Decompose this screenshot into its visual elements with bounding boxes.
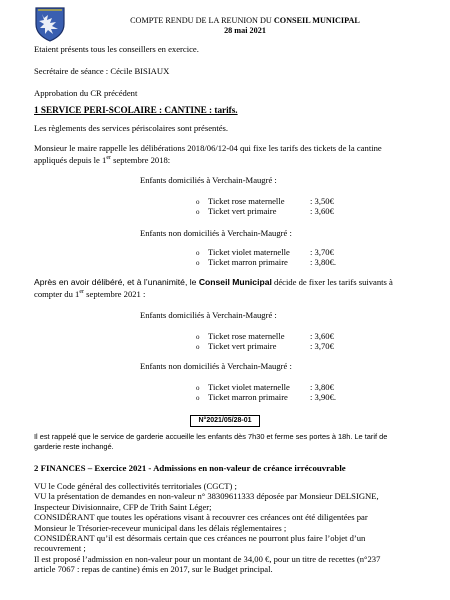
- bullet-icon: o: [196, 343, 200, 352]
- list-item: o Ticket rose maternelle : 3,60€: [196, 331, 334, 341]
- list-item: o Ticket rose maternelle : 3,50€: [196, 196, 334, 206]
- bullet-icon: o: [196, 259, 200, 268]
- section2-heading: 2 FINANCES – Exercice 2021 - Admissions en non-valeur de créance irrécouvrable: [34, 463, 346, 473]
- section2-line: CONSIDÉRANT qu’il est désormais certain que ces créances ne pourront plus faire l’objet d’un: [34, 533, 366, 544]
- old-non-residents-label: Enfants non domiciliés à Verchain-Maugré :: [140, 228, 292, 238]
- section2-line: Inspecteur Divisionnaire, CFP de Trith Saint Léger;: [34, 501, 212, 512]
- section1-heading: 1 SERVICE PERI-SCOLAIRE : CANTINE : tarifs.: [34, 105, 238, 115]
- list-item: o Ticket violet maternelle : 3,80€: [196, 382, 334, 392]
- list-item: o Ticket vert primaire : 3,60€: [196, 206, 334, 217]
- new-residents-list: [196, 331, 396, 352]
- list-item: o Ticket marron primaire : 3,80€.: [196, 257, 337, 268]
- bullet-icon: o: [196, 208, 200, 217]
- bullet-icon: o: [196, 198, 200, 206]
- section2-body: [34, 481, 424, 575]
- section2-line: CONSIDÉRANT que toutes les opérations visant à recouvrer ces créances ont été diligentées par: [34, 512, 368, 523]
- report-title: COMPTE RENDU DE LA REUNION DU CONSEIL MUNICIPAL: [130, 16, 360, 25]
- new-non-residents-list: [196, 382, 396, 403]
- bullet-icon: o: [196, 333, 200, 341]
- coat-of-arms-icon: [34, 6, 66, 42]
- old-residents-list: [196, 196, 396, 217]
- bullet-icon: o: [196, 394, 200, 403]
- report-date: 28 mai 2021: [224, 26, 266, 35]
- new-residents-label: Enfants domiciliés à Verchain-Maugré :: [140, 310, 277, 320]
- new-non-residents-label: Enfants non domiciliés à Verchain-Maugré :: [140, 361, 292, 371]
- presence-note: Etaient présents tous les conseillers en exercice.: [34, 44, 199, 54]
- section2-line: VU le Code général des collectivités territoriales (CGCT) ;: [34, 481, 237, 491]
- deliberation-number: N°2021/05/28-01: [190, 415, 260, 427]
- list-item: o Ticket vert primaire : 3,70€: [196, 341, 334, 352]
- decision-paragraph: Après en avoir délibéré, et à l’unanimité, le Conseil Municipal décide de fixer les tarifs suivants à compter du 1er septembre 2021 :: [34, 277, 393, 300]
- section2-line: article 7067 : repas de cantine) émis en 2017, sur le Budget principal.: [34, 564, 273, 575]
- bullet-icon: o: [196, 249, 200, 257]
- bullet-icon: o: [196, 384, 200, 392]
- section2-line: Monsieur le Trésorier-receveur municipal dans les délais réglementaires ;: [34, 522, 287, 533]
- report-header: [120, 16, 370, 36]
- old-non-residents-list: [196, 247, 396, 268]
- section1-intro: Les règlements des services périscolaires sont présentés.: [34, 123, 229, 133]
- garderie-note: Il est rappelé que le service de garderie accueille les enfants dès 7h30 et ferme ses portes à 18h. Le tarif de garderie reste inchangé.: [34, 432, 388, 451]
- section2-line: recouvrement ;: [34, 543, 86, 554]
- old-residents-label: Enfants domiciliés à Verchain-Maugré :: [140, 175, 277, 185]
- section1-reminder: Monsieur le maire rappelle les délibérations 2018/06/12-04 qui fixe les tarifs des tickets de la cantine appliqués depuis le 1er septembre 2018:: [34, 143, 382, 166]
- list-item: o Ticket marron primaire : 3,90€.: [196, 392, 337, 403]
- secretary-note: Secrétaire de séance : Cécile BISIAUX: [34, 66, 170, 76]
- section2-line: VU la présentation de demandes en non-valeur n° 38309611333 déposée par Monsieur DELSIGNE,: [34, 491, 379, 502]
- section2-line: Il est proposé l’admission en non-valeur pour un montant de 34,00 €, pour un titre de recettes (n°237: [34, 553, 381, 564]
- list-item: o Ticket violet maternelle : 3,70€: [196, 247, 334, 257]
- approval-note: Approbation du CR précédent: [34, 88, 138, 98]
